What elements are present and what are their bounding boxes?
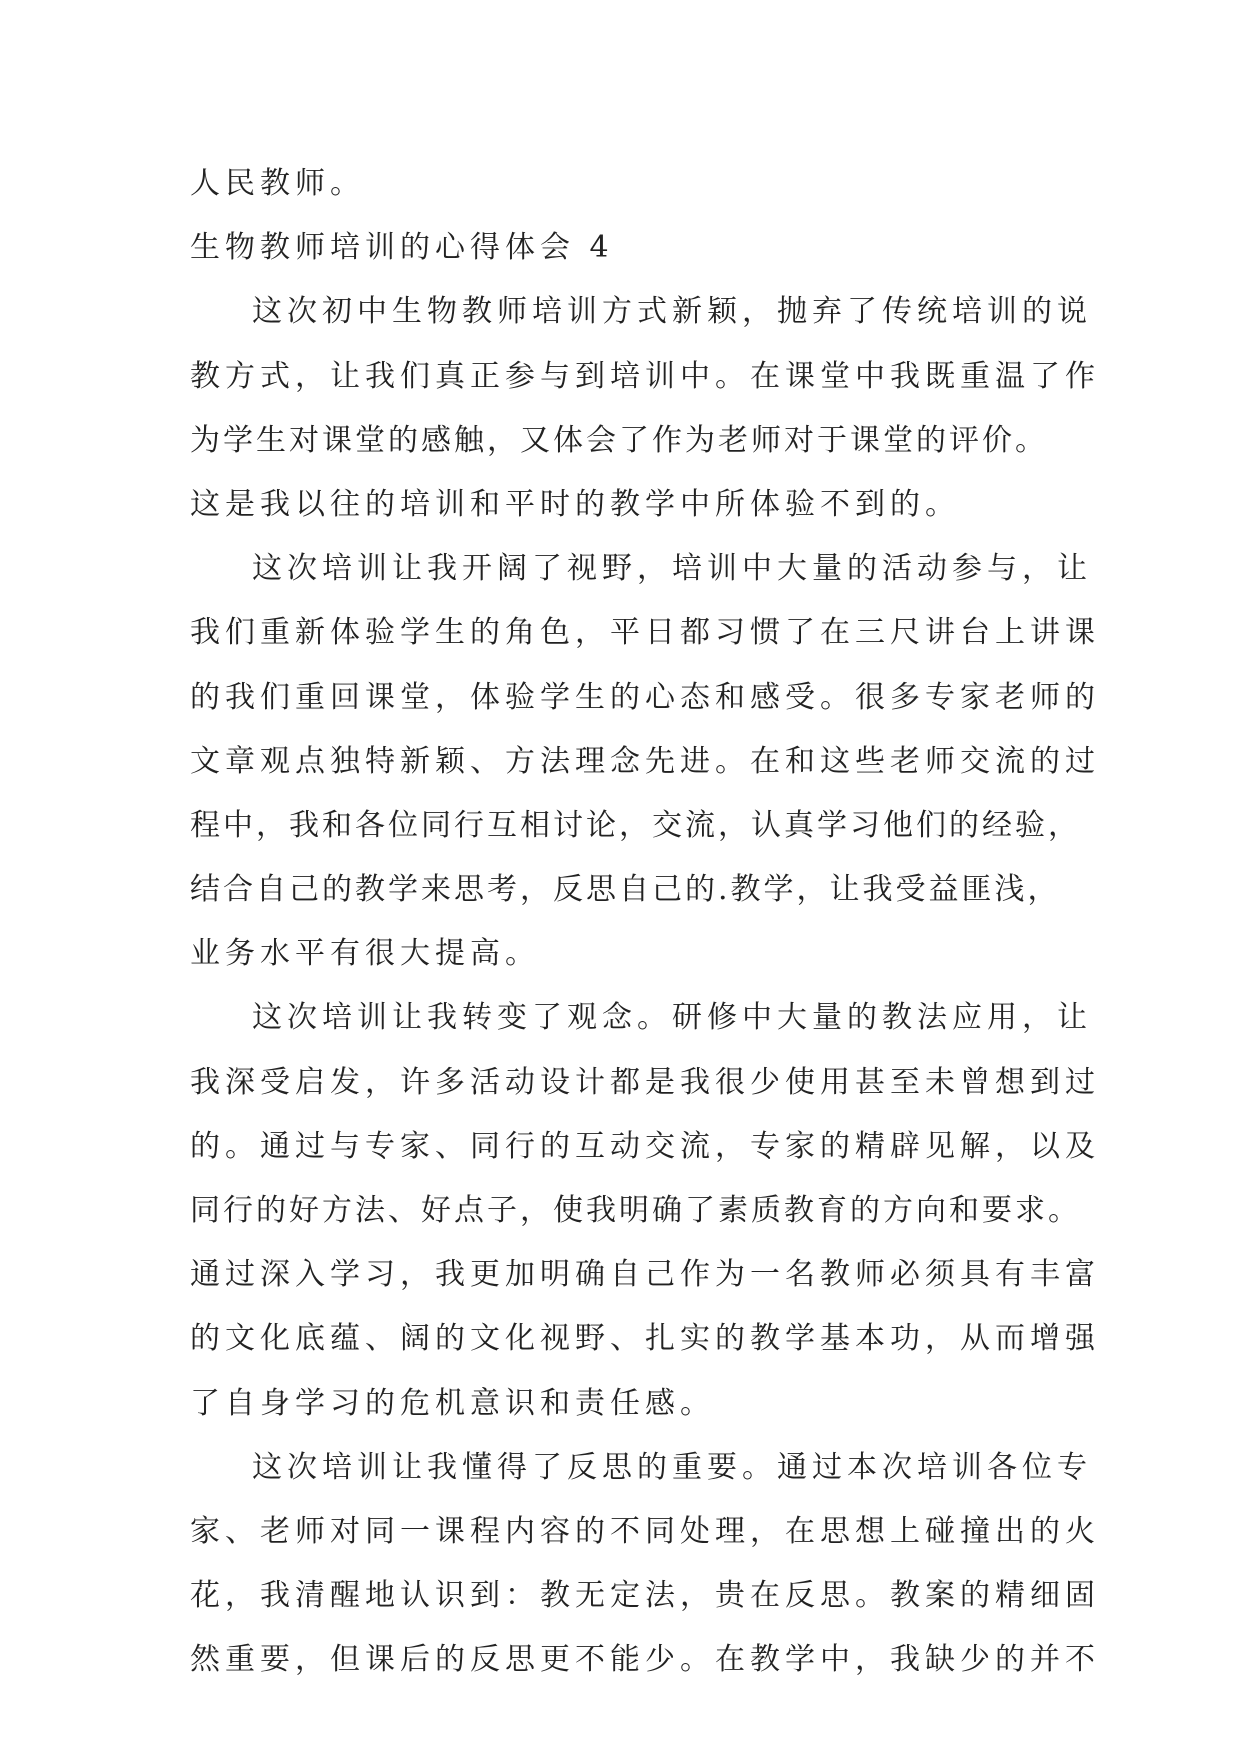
paragraph-4-line: 这次培训让我懂得了反思的重要。通过本次培训各位专 <box>252 1449 1092 1485</box>
paragraph-2-line: 业务水平有很大提高。 <box>190 936 540 972</box>
paragraph-3-line: 通过深入学习，我更加明确自己作为一名教师必须具有丰富 <box>190 1257 1100 1293</box>
paragraph-4-line: 然重要，但课后的反思更不能少。在教学中，我缺少的并不 <box>190 1642 1100 1678</box>
paragraph-2-line: 这次培训让我开阔了视野，培训中大量的活动参与，让 <box>252 551 1092 587</box>
paragraph-1-line: 这是我以往的培训和平时的教学中所体验不到的。 <box>190 486 960 522</box>
paragraph-1-line: 教方式，让我们真正参与到培训中。在课堂中我既重温了作 <box>190 358 1100 394</box>
paragraph-3-line: 这次培训让我转变了观念。研修中大量的教法应用，让 <box>252 1000 1092 1036</box>
paragraph-4-line: 家、老师对同一课程内容的不同处理，在思想上碰撞出的火 <box>190 1513 1100 1549</box>
paragraph-2-line: 的我们重回课堂，体验学生的心态和感受。很多专家老师的 <box>190 679 1100 715</box>
paragraph-3-line: 我深受启发，许多活动设计都是我很少使用甚至未曾想到过 <box>190 1064 1100 1100</box>
paragraph-1-line: 这次初中生物教师培训方式新颖，抛弃了传统培训的说 <box>252 294 1092 330</box>
document-body <box>190 152 1100 1693</box>
paragraph-3-line: 了自身学习的危机意识和责任感。 <box>190 1385 715 1421</box>
text-line: 人民教师。 <box>190 166 365 201</box>
paragraph-2-line: 结合自己的教学来思考，反思自己的.教学，让我受益匪浅， <box>190 872 1061 908</box>
section-heading: 生物教师培训的心得体会 4 <box>190 230 614 266</box>
paragraph-2-line: 程中，我和各位同行互相讨论，交流，认真学习他们的经验， <box>190 807 1081 843</box>
paragraph-4-line: 花，我清醒地认识到：教无定法，贵在反思。教案的精细固 <box>190 1578 1100 1614</box>
paragraph-3-line: 同行的好方法、好点子，使我明确了素质教育的方向和要求。 <box>190 1193 1081 1228</box>
paragraph-2-line: 文章观点独特新颖、方法理念先进。在和这些老师交流的过 <box>190 743 1100 779</box>
paragraph-2-line: 我们重新体验学生的角色，平日都习惯了在三尺讲台上讲课 <box>190 615 1100 651</box>
paragraph-1-line: 为学生对课堂的感触，又体会了作为老师对于课堂的评价。 <box>190 422 1048 458</box>
paragraph-3-line: 的文化底蕴、阔的文化视野、扎实的教学基本功，从而增强 <box>190 1321 1100 1357</box>
paragraph-3-line: 的。通过与专家、同行的互动交流，专家的精辟见解，以及 <box>190 1128 1100 1164</box>
